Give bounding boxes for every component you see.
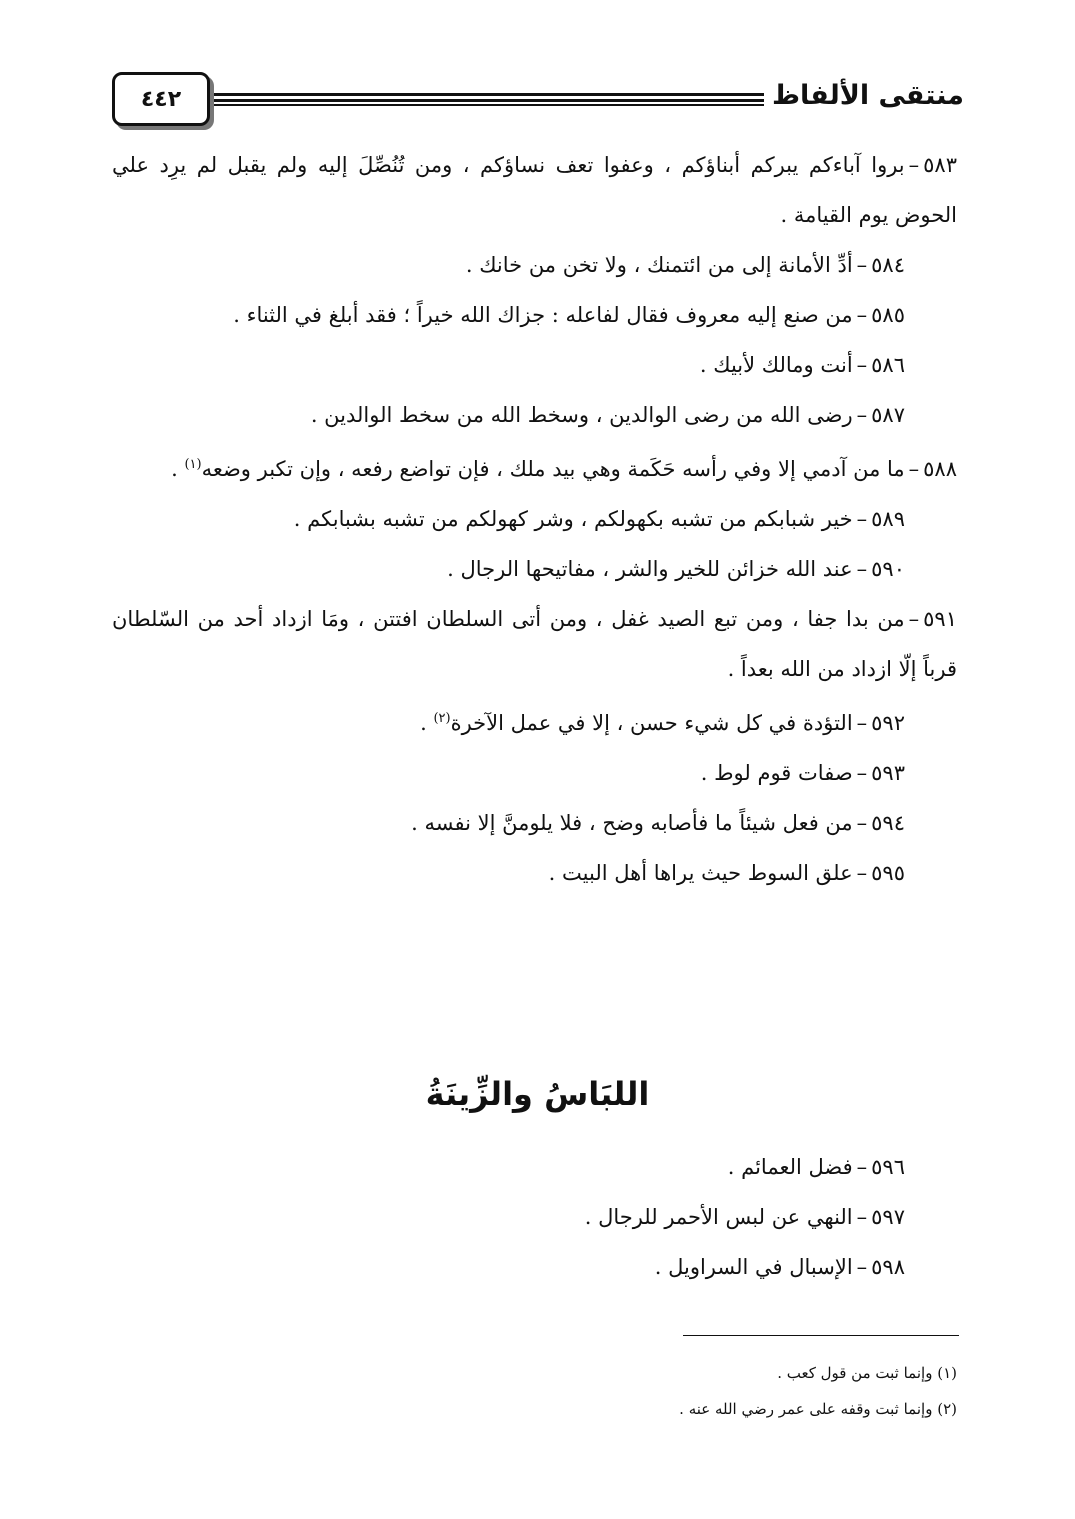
footnotes	[112, 1355, 957, 1427]
entry-593: ٥٩٣–صفات قوم لوط .	[700, 761, 905, 785]
entry-597: ٥٩٧–النهي عن لبس الأحمر للرجال .	[584, 1205, 905, 1229]
header-rule	[190, 93, 764, 107]
entry-590: ٥٩٠–عند الله خزائن للخير والشر ، مفاتيحها الرجال .	[447, 557, 905, 581]
entry-584: ٥٨٤–أدِّ الأمانة إلى من ائتمنك ، ولا تخن من خانك .	[465, 253, 905, 277]
entry-595: ٥٩٥–علق السوط حيث يراها أهل البيت .	[548, 861, 905, 885]
page-number: ٤٤٢	[140, 86, 182, 112]
entry-594: ٥٩٤–من فعل شيئاً ما فأصابه وضح ، فلا يلومنَّ إلا نفسه .	[411, 811, 905, 835]
entry-598: ٥٩٨–الإسبال في السراويل .	[654, 1255, 905, 1279]
section-entries-list	[112, 1142, 957, 1292]
page-number-box	[112, 72, 210, 126]
section-title: اللبَاسُ والزِّينَةُ	[425, 1075, 650, 1113]
entry-596: ٥٩٦–فضل العمائم .	[727, 1155, 905, 1179]
footnote-divider	[683, 1335, 959, 1336]
entry-583: ٥٨٣–بروا آباءكم يبركم أبناؤكم ، وعفوا تعف نساؤكم ، ومن تُنُصِّلَ إليه ولم يقبل لم يرِد علي الحوض يوم القيامة .	[112, 153, 957, 227]
entries-list	[112, 140, 957, 898]
entry-587: ٥٨٧–رضى الله من رضى الوالدين ، وسخط الله من سخط الوالدين .	[310, 403, 905, 427]
book-title: منتقى الألفاظ	[771, 80, 964, 111]
entry-591: ٥٩١–من بدا جفا ، ومن تبع الصيد غفل ، ومن أتى السلطان افتتن ، ومَا ازداد أحد من السّلطان قرباً إلّا ازداد من الله بعداً .	[112, 607, 957, 681]
entry-588: ٥٨٨–ما من آدمي إلا وفي رأسه حَكَمة وهي بيد ملك ، فإن تواضع رفعه ، وإن تكبر وضعه$^{(١)}$ .	[171, 457, 957, 481]
footnote-ref-2: (٢)	[433, 711, 451, 726]
page-header	[112, 72, 964, 132]
footnote-ref-1: (١)	[184, 457, 202, 472]
footnote-2: (٢) وإنما ثبت وقفه على عمر رضي الله عنه .	[679, 1400, 957, 1418]
entry-585: ٥٨٥–من صنع إليه معروف فقال لفاعله : جزاك الله خيراً ؛ فقد أبلغ في الثناء .	[233, 303, 905, 327]
entry-592: ٥٩٢–التؤدة في كل شيء حسن ، إلا في عمل الآخرة$^{(٢)}$ .	[420, 711, 905, 735]
footnote-1: (١) وإنما ثبت من قول كعب .	[777, 1364, 957, 1382]
entry-586: ٥٨٦–أنت ومالك لأبيك .	[699, 353, 905, 377]
entry-589: ٥٨٩–خير شبابكم من تشبه بكهولكم ، وشر كهولكم من تشبه بشبابكم .	[293, 507, 905, 531]
